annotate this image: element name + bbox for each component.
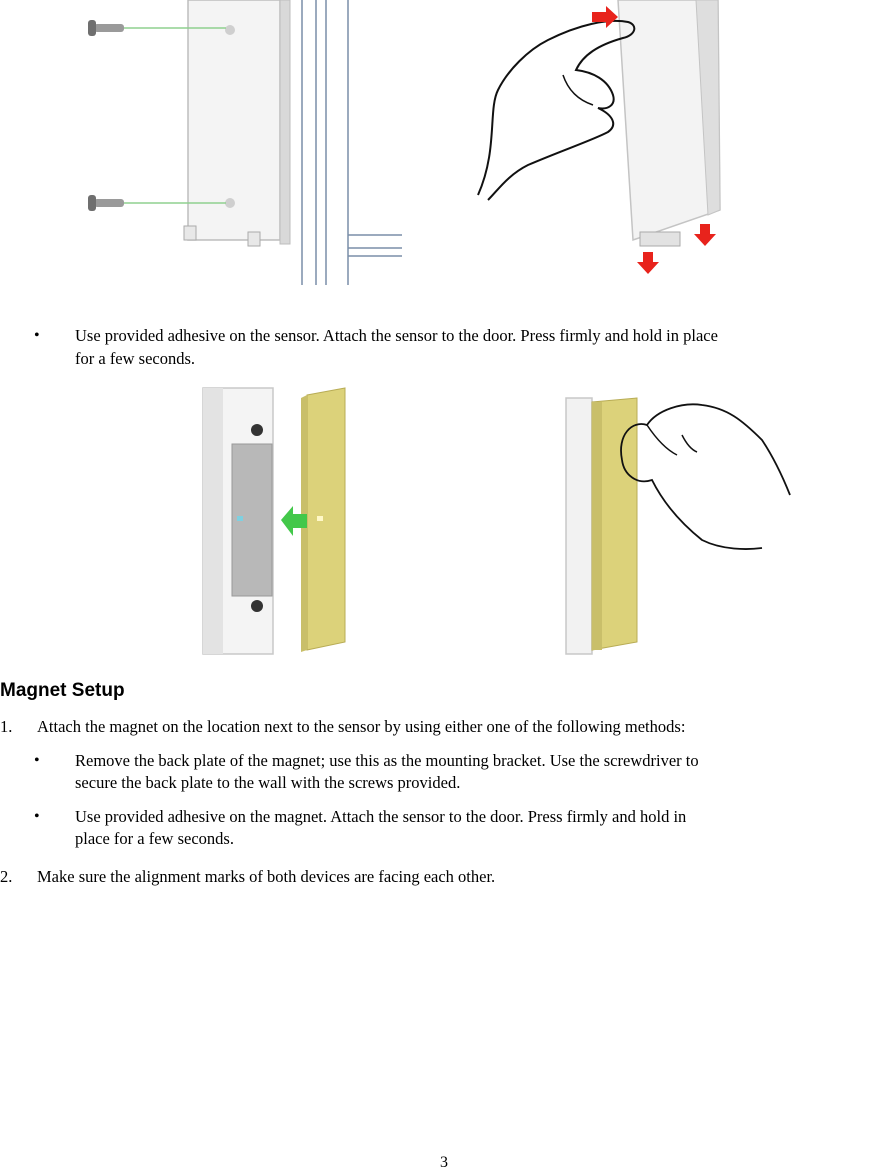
bullet-line: place for a few seconds. [75,829,234,848]
bullet-line: Remove the back plate of the magnet; use this as the mounting bracket. Use the screwdriver to [75,751,699,770]
bullet-line: Use provided adhesive on the magnet. Attach the sensor to the door. Press firmly and hold in [75,807,687,826]
bullet-glyph: • [34,808,40,825]
screw-icon [88,195,124,211]
step-text: Attach the magnet on the location next to the sensor by using either one of the following methods: [37,717,686,736]
bullet-line: Use provided adhesive on the sensor. Attach the sensor to the door. Press firmly and hold in place [75,326,718,345]
clip-on-illustration [468,0,738,290]
arrow-right-icon [592,6,618,28]
bullet-line: for a few seconds. [75,349,196,368]
page-number: 3 [440,1154,448,1171]
arrow-down-icon [637,252,659,274]
bullet-line: secure the back plate to the wall with the screws provided. [75,773,461,792]
peel-adhesive-illustration [562,380,792,660]
bullet-glyph: • [34,752,40,769]
step-number: 1. [0,717,13,736]
step-number: 2. [0,867,13,886]
bullet-glyph: • [34,327,40,344]
screw-mount-illustration [80,0,410,290]
step-text: Make sure the alignment marks of both devices are facing each other. [37,867,496,886]
arrow-down-icon [694,224,716,246]
screw-icon [88,20,124,36]
adhesive-attach-illustration [195,380,355,660]
section-heading: Magnet Setup [0,680,125,701]
